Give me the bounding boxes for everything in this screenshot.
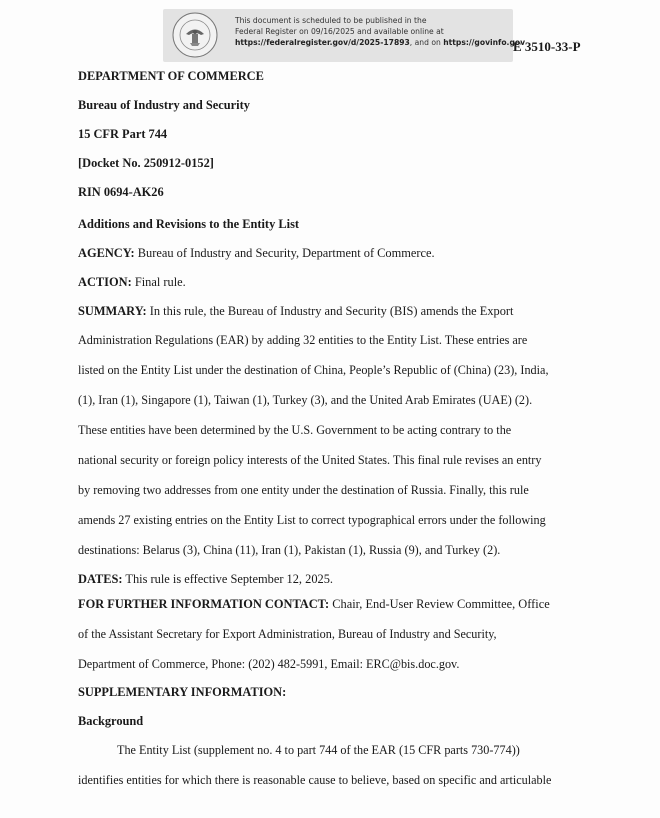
background-heading: Background [78, 714, 144, 728]
federal-register-link[interactable]: https://federalregister.gov/d/2025-17893 [235, 38, 410, 47]
notice-line-1: This document is scheduled to be published in the [235, 16, 427, 25]
summary-text: In this rule, the Bureau of Industry and Security (BIS) amends the Export [149, 304, 514, 318]
department-heading: DEPARTMENT OF COMMERCE [78, 69, 264, 83]
agency-line [78, 246, 435, 260]
notice-connector: , and on [409, 38, 441, 47]
dates-line [78, 572, 333, 586]
summary-line: Administration Regulations (EAR) by adding 32 entities to the Entity List. These entries are [78, 333, 528, 347]
federal-register-seal-icon [172, 12, 218, 58]
summary-label: SUMMARY: [78, 304, 147, 318]
contact-text: Chair, End-User Review Committee, Office [332, 597, 550, 611]
summary-line: These entities have been determined by the U.S. Government to be acting contrary to the [78, 423, 512, 437]
supplementary-heading: SUPPLEMENTARY INFORMATION: [78, 685, 287, 699]
bureau-heading: Bureau of Industry and Security [78, 98, 250, 112]
summary-line: national security or foreign policy interests of the United States. This final rule revises an entry [78, 453, 542, 467]
background-paragraph-line: identifies entities for which there is reasonable cause to believe, based on specific and articulable [78, 773, 552, 787]
contact-line [78, 597, 550, 611]
cfr-part: 15 CFR Part 744 [78, 127, 168, 141]
summary-line: destinations: Belarus (3), China (11), Iran (1), Pakistan (1), Russia (9), and Turkey (2). [78, 543, 501, 557]
contact-label: FOR FURTHER INFORMATION CONTACT: [78, 597, 330, 611]
summary-line [78, 304, 513, 318]
summary-line: amends 27 existing entries on the Entity List to correct typographical errors under the following [78, 513, 546, 527]
agency-label: AGENCY: [78, 246, 135, 260]
agency-text: Bureau of Industry and Security, Department of Commerce. [137, 246, 435, 260]
dates-label: DATES: [78, 572, 123, 586]
summary-line: by removing two addresses from one entity under the destination of Russia. Finally, this rule [78, 483, 529, 497]
action-label: ACTION: [78, 275, 132, 289]
federal-register-banner [163, 9, 526, 62]
rin-number: RIN 0694-AK26 [78, 185, 164, 199]
summary-line: (1), Iran (1), Singapore (1), Taiwan (1), Turkey (3), and the United Arab Emirates (UAE) (2). [78, 393, 533, 407]
background-paragraph-line: The Entity List (supplement no. 4 to part 744 of the EAR (15 CFR parts 730-774)) [117, 743, 520, 757]
contact-line: Department of Commerce, Phone: (202) 482-5991, Email: ERC@bis.doc.gov. [78, 657, 460, 671]
dates-text: This rule is effective September 12, 2025. [125, 572, 334, 586]
notice-line-2: Federal Register on 09/16/2025 and available online at [235, 27, 444, 36]
govinfo-link[interactable]: https://govinfo.gov [443, 38, 526, 47]
action-line [78, 275, 186, 289]
contact-line: of the Assistant Secretary for Export Administration, Bureau of Industry and Security, [78, 627, 497, 641]
action-text: Final rule. [134, 275, 186, 289]
summary-line: listed on the Entity List under the destination of China, People’s Republic of (China) (23), India, [78, 363, 549, 377]
billing-code: E 3510-33-P [513, 39, 581, 54]
publication-notice [235, 15, 526, 48]
notice-line-3 [235, 37, 526, 48]
docket-number: [Docket No. 250912-0152] [78, 156, 214, 170]
document-title: Additions and Revisions to the Entity List [78, 217, 300, 231]
